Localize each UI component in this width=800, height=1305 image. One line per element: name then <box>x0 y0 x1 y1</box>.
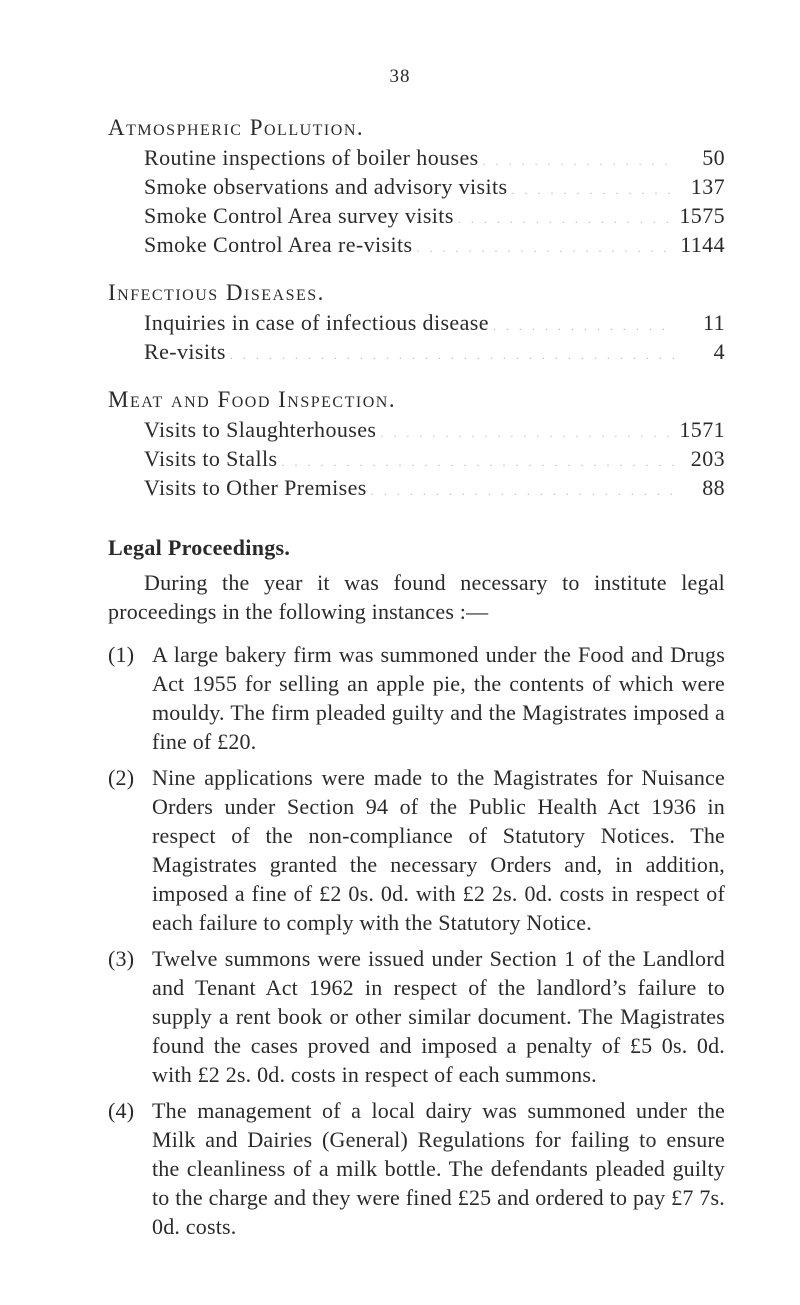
entry-row <box>144 143 725 172</box>
entry-label: Smoke Control Area survey visits <box>144 203 454 228</box>
item-text: Nine applications were made to the Magistrates for Nuisance Orders under Section 94 of the Public Health Act 1936 in respect of the non-compliance of Statutory Notices. The Magistrates granted the necessary Orders and, in addition, imposed a fine of £2 0s. 0d. with £2 2s. 0d. costs in respect of each failure to comply with the Statutory Notice. <box>152 765 725 935</box>
dot-leader <box>226 341 675 370</box>
item-text: The management of a local dairy was summoned under the Milk and Dairies (General) Regulations for failing to ensure the cleanliness of a milk bottle. The defendants pleaded guilty to the charge and they were fined £25 and ordered to pay £7 7s. 0d. costs. <box>152 1098 725 1239</box>
entry-row <box>144 172 725 201</box>
entry-label: Routine inspections of boiler houses <box>144 145 479 170</box>
entry-label: Smoke Control Area re-visits <box>144 232 413 257</box>
item-number: (4) <box>108 1098 135 1123</box>
entry-value: 50 <box>702 145 725 170</box>
entry-row <box>144 473 725 502</box>
legal-proceedings-heading: Legal Proceedings. <box>108 535 291 560</box>
entry-row <box>144 444 725 473</box>
entry-label: Visits to Slaughterhouses <box>144 417 377 442</box>
section-atmospheric-pollution <box>108 113 725 259</box>
dot-leader <box>454 205 675 234</box>
item-text: A large bakery firm was summoned under the Food and Drugs Act 1955 for selling an apple pie, the contents of which were mouldy. The firm pleaded guilty and the Magistrates imposed a fine of £20. <box>152 642 725 754</box>
entry-label: Visits to Stalls <box>144 446 278 471</box>
entry-value: 203 <box>690 446 725 471</box>
dot-leader <box>489 312 675 341</box>
entry-label: Inquiries in case of infectious disease <box>144 310 489 335</box>
entry-value: 1571 <box>679 417 725 442</box>
dot-leader <box>376 419 675 448</box>
section-heading: Atmospheric Pollution. <box>108 115 365 140</box>
dot-leader <box>479 147 675 176</box>
list-item <box>108 763 725 937</box>
page-number: 38 <box>389 66 411 87</box>
entry-value: 88 <box>702 475 725 500</box>
item-number: (3) <box>108 946 135 971</box>
dot-leader <box>367 477 675 506</box>
item-number: (2) <box>108 765 135 790</box>
legal-intro-paragraph: During the year it was found necessary to institute legal proceedings in the following instances :— <box>108 570 725 624</box>
list-item <box>108 944 725 1089</box>
entry-label: Smoke observations and advisory visits <box>144 174 508 199</box>
entry-row <box>144 308 725 337</box>
entry-row <box>144 337 725 366</box>
entry-value: 11 <box>703 310 725 335</box>
entry-value: 1575 <box>679 203 725 228</box>
section-heading: Meat and Food Inspection. <box>108 387 397 412</box>
section-heading: Infectious Diseases. <box>108 280 325 305</box>
legal-items-list <box>108 640 725 1248</box>
entry-row <box>144 415 725 444</box>
list-item <box>108 640 725 756</box>
dot-leader <box>412 234 675 263</box>
section-meat-food-inspection <box>108 385 725 502</box>
entry-label: Re-visits <box>144 339 226 364</box>
dot-leader <box>508 176 675 205</box>
entry-row <box>144 230 725 259</box>
entry-label: Visits to Other Premises <box>144 475 367 500</box>
entry-value: 1144 <box>680 232 725 257</box>
list-item <box>108 1096 725 1241</box>
entry-value: 4 <box>713 339 725 364</box>
entry-row <box>144 201 725 230</box>
entry-value: 137 <box>690 174 725 199</box>
section-infectious-diseases <box>108 278 725 366</box>
item-text: Twelve summons were issued under Section 1 of the Landlord and Tenant Act 1962 in respect of the landlord’s failure to supply a rent book or other similar document. The Magistrates found the cases proved and imposed a penalty of £5 0s. 0d. with £2 2s. 0d. costs in respect of each summons. <box>152 946 725 1087</box>
item-number: (1) <box>108 642 135 667</box>
